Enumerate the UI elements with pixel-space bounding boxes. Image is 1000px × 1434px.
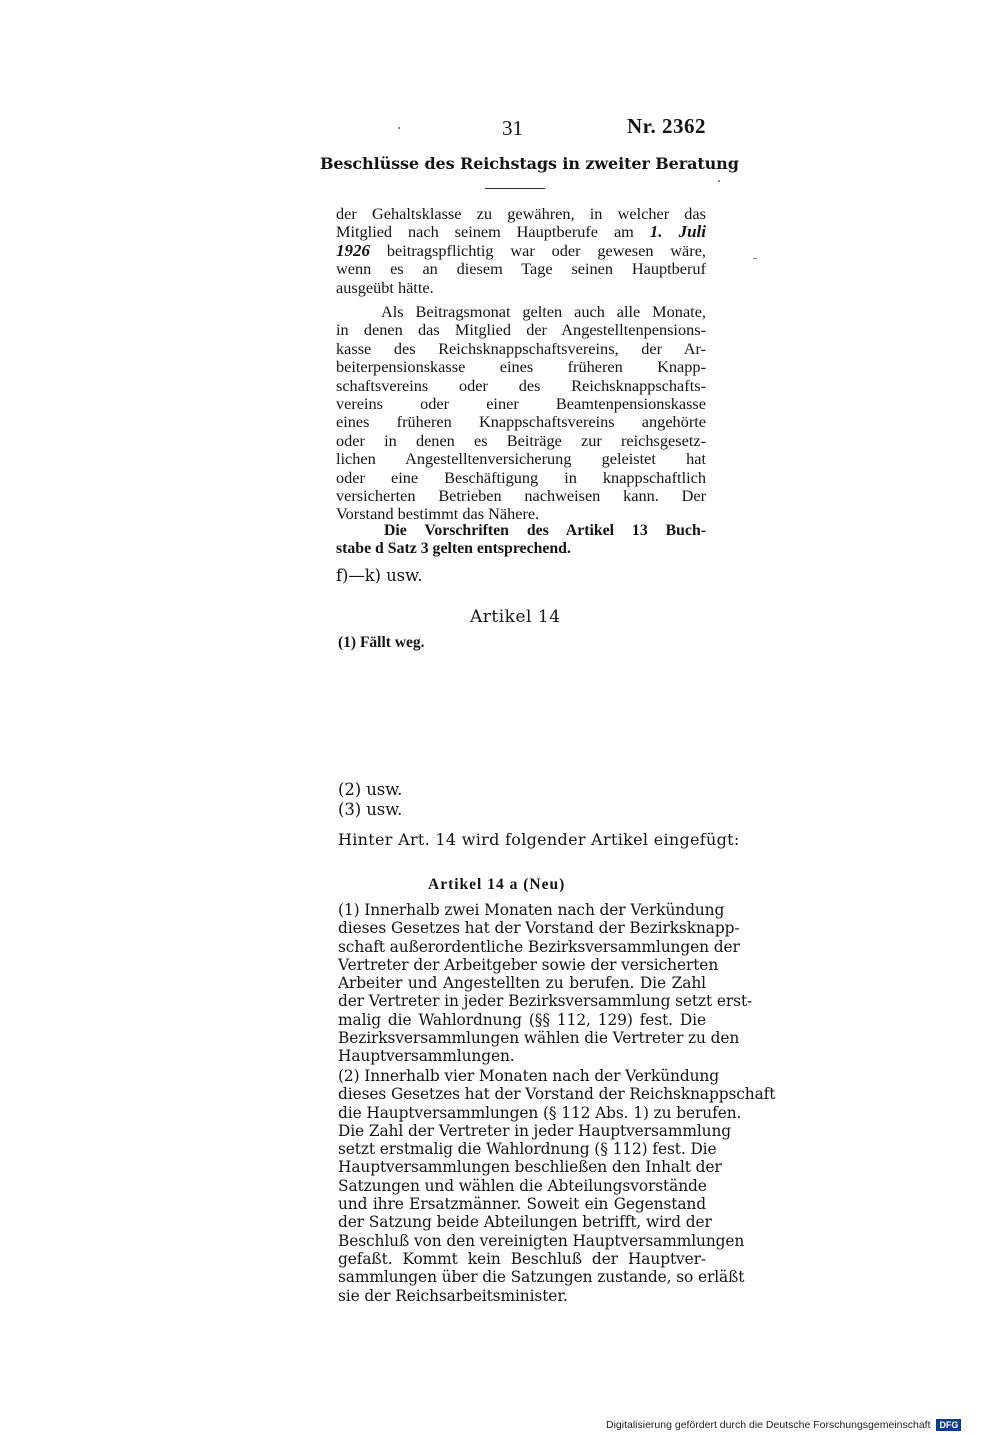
text-line: Als Beitragsmonat gelten auch alle Monate, [381, 302, 706, 321]
scan-speck [398, 127, 400, 129]
text-line: gefaßt. Kommt kein Beschluß der Hauptver- [338, 1249, 706, 1268]
text-fragment: beitragspflichtig war oder gewesen wäre, [386, 240, 706, 260]
text-line: die Hauptversammlungen (§ 112 Abs. 1) zu berufen. [338, 1103, 742, 1122]
title-rule [485, 188, 545, 189]
text-line: dieses Gesetzes hat der Vorstand der Bezirksknapp- [338, 919, 740, 938]
article-14a-paragraph-2 [338, 1067, 776, 1305]
text-line: Arbeiter und Angestellten zu berufen. Die Zahl [338, 974, 706, 993]
text-line: der Satzung beide Abteilungen betrifft, wird der [338, 1213, 712, 1232]
paragraph-vorschriften [336, 522, 706, 559]
dfg-logo: DFG [936, 1419, 961, 1431]
list-fk: f)—k) usw. [336, 566, 423, 585]
article-14-item-1: (1) Fällt weg. [338, 634, 425, 651]
insert-note: Hinter Art. 14 wird folgender Artikel eingefügt: [338, 830, 740, 849]
article-14-item-2: (2) usw. [338, 780, 403, 799]
text-line: Hauptversammlungen beschließen den Inhalt der [338, 1158, 722, 1177]
text-line: ausgeübt hätte. [336, 277, 434, 297]
text-line: sie der Reichsarbeitsminister. [338, 1286, 568, 1305]
text-line: (1) Innerhalb zwei Monaten nach der Verkündung [338, 901, 725, 919]
text-line: stabe d Satz 3 gelten entsprechend. [336, 540, 571, 558]
text-line: sammlungen über die Satzungen zustande, so erläßt [338, 1268, 745, 1287]
article-14-heading: Artikel 14 [470, 607, 561, 627]
paragraph-beitragsmonat [336, 303, 706, 524]
text-line: schaft außerordentliche Bezirksversammlungen der [338, 937, 740, 956]
text-line: und ihre Ersatzmänner. Soweit ein Gegenstand [338, 1195, 706, 1214]
text-line: vereins oder einer Beamtenpensionskasse [336, 394, 706, 414]
text-line [336, 242, 706, 260]
text-line: eines früheren Knappschaftsvereins angehörte [336, 412, 706, 432]
text-line: (2) Innerhalb vier Monaten nach der Verkündung [338, 1067, 719, 1085]
date-year: 1926 [336, 240, 370, 260]
text-line: oder in denen es Beiträge zur reichsgesetz- [336, 430, 706, 450]
text-line: Die Zahl der Vertreter in jeder Hauptversammlung [338, 1121, 732, 1140]
text-line: Satzungen und wählen die Abteilungsvorstände [338, 1176, 707, 1195]
date-day: 1. Juli [649, 222, 707, 242]
paragraph-gehaltsklasse [336, 205, 706, 297]
text-line [336, 223, 706, 241]
scan-speck [718, 180, 720, 182]
text-line: der Gehaltsklasse zu gewähren, in welcher das [336, 204, 706, 223]
text-line: Vertreter der Arbeitgeber sowie der versicherten [338, 955, 719, 974]
text-line: versicherten Betrieben nachweisen kann. Der [336, 486, 706, 506]
page-number: 31 [502, 116, 523, 140]
running-title: Beschlüsse des Reichstags in zweiter Beratung [320, 154, 739, 173]
text-line: oder eine Beschäftigung in knappschaftlich [336, 467, 706, 487]
text-line: setzt erstmalig die Wahlordnung (§ 112) fest. Die [338, 1140, 717, 1159]
text-line: lichen Angestelltenversicherung geleistet hat [336, 449, 706, 469]
text-fragment: Mitglied nach seinem Hauptberufe am [336, 222, 634, 242]
scan-speck [753, 258, 757, 259]
text-line: Die Vorschriften des Artikel 13 Buch- [384, 522, 706, 539]
text-line: kasse des Reichsknappschaftsvereins, der Ar- [336, 338, 706, 358]
text-line: schaftsvereins oder des Reichsknappschafts- [336, 375, 706, 395]
footer-text: Digitalisierung gefördert durch die Deutsche Forschungsgemeinschaft [606, 1419, 931, 1431]
digitization-credit [606, 1419, 961, 1431]
text-line: Vorstand bestimmt das Nähere. [336, 504, 540, 524]
text-line: wenn es an diesem Tage seinen Hauptberuf [336, 259, 706, 279]
article-14-item-3: (3) usw. [338, 800, 403, 819]
text-line: beiterpensionskasse eines früheren Knapp- [336, 357, 706, 377]
text-line: der Vertreter in jeder Bezirksversammlung setzt erst- [338, 992, 753, 1011]
text-line: Beschluß von den vereinigten Hauptversammlungen [338, 1231, 745, 1250]
document-number: Nr. 2362 [627, 114, 707, 138]
text-line: in denen das Mitglied der Angestelltenpensions- [336, 320, 706, 340]
text-line: Bezirksversammlungen wählen die Vertreter zu den [338, 1029, 740, 1048]
text-line: malig die Wahlordnung (§§ 112, 129) fest. Die [338, 1010, 706, 1029]
article-14a-heading: Artikel 14 a (Neu) [428, 876, 566, 893]
text-line: dieses Gesetzes hat der Vorstand der Reichsknappschaft [338, 1085, 776, 1104]
article-14a-paragraph-1 [338, 901, 753, 1066]
text-line: Hauptversammlungen. [338, 1047, 515, 1066]
